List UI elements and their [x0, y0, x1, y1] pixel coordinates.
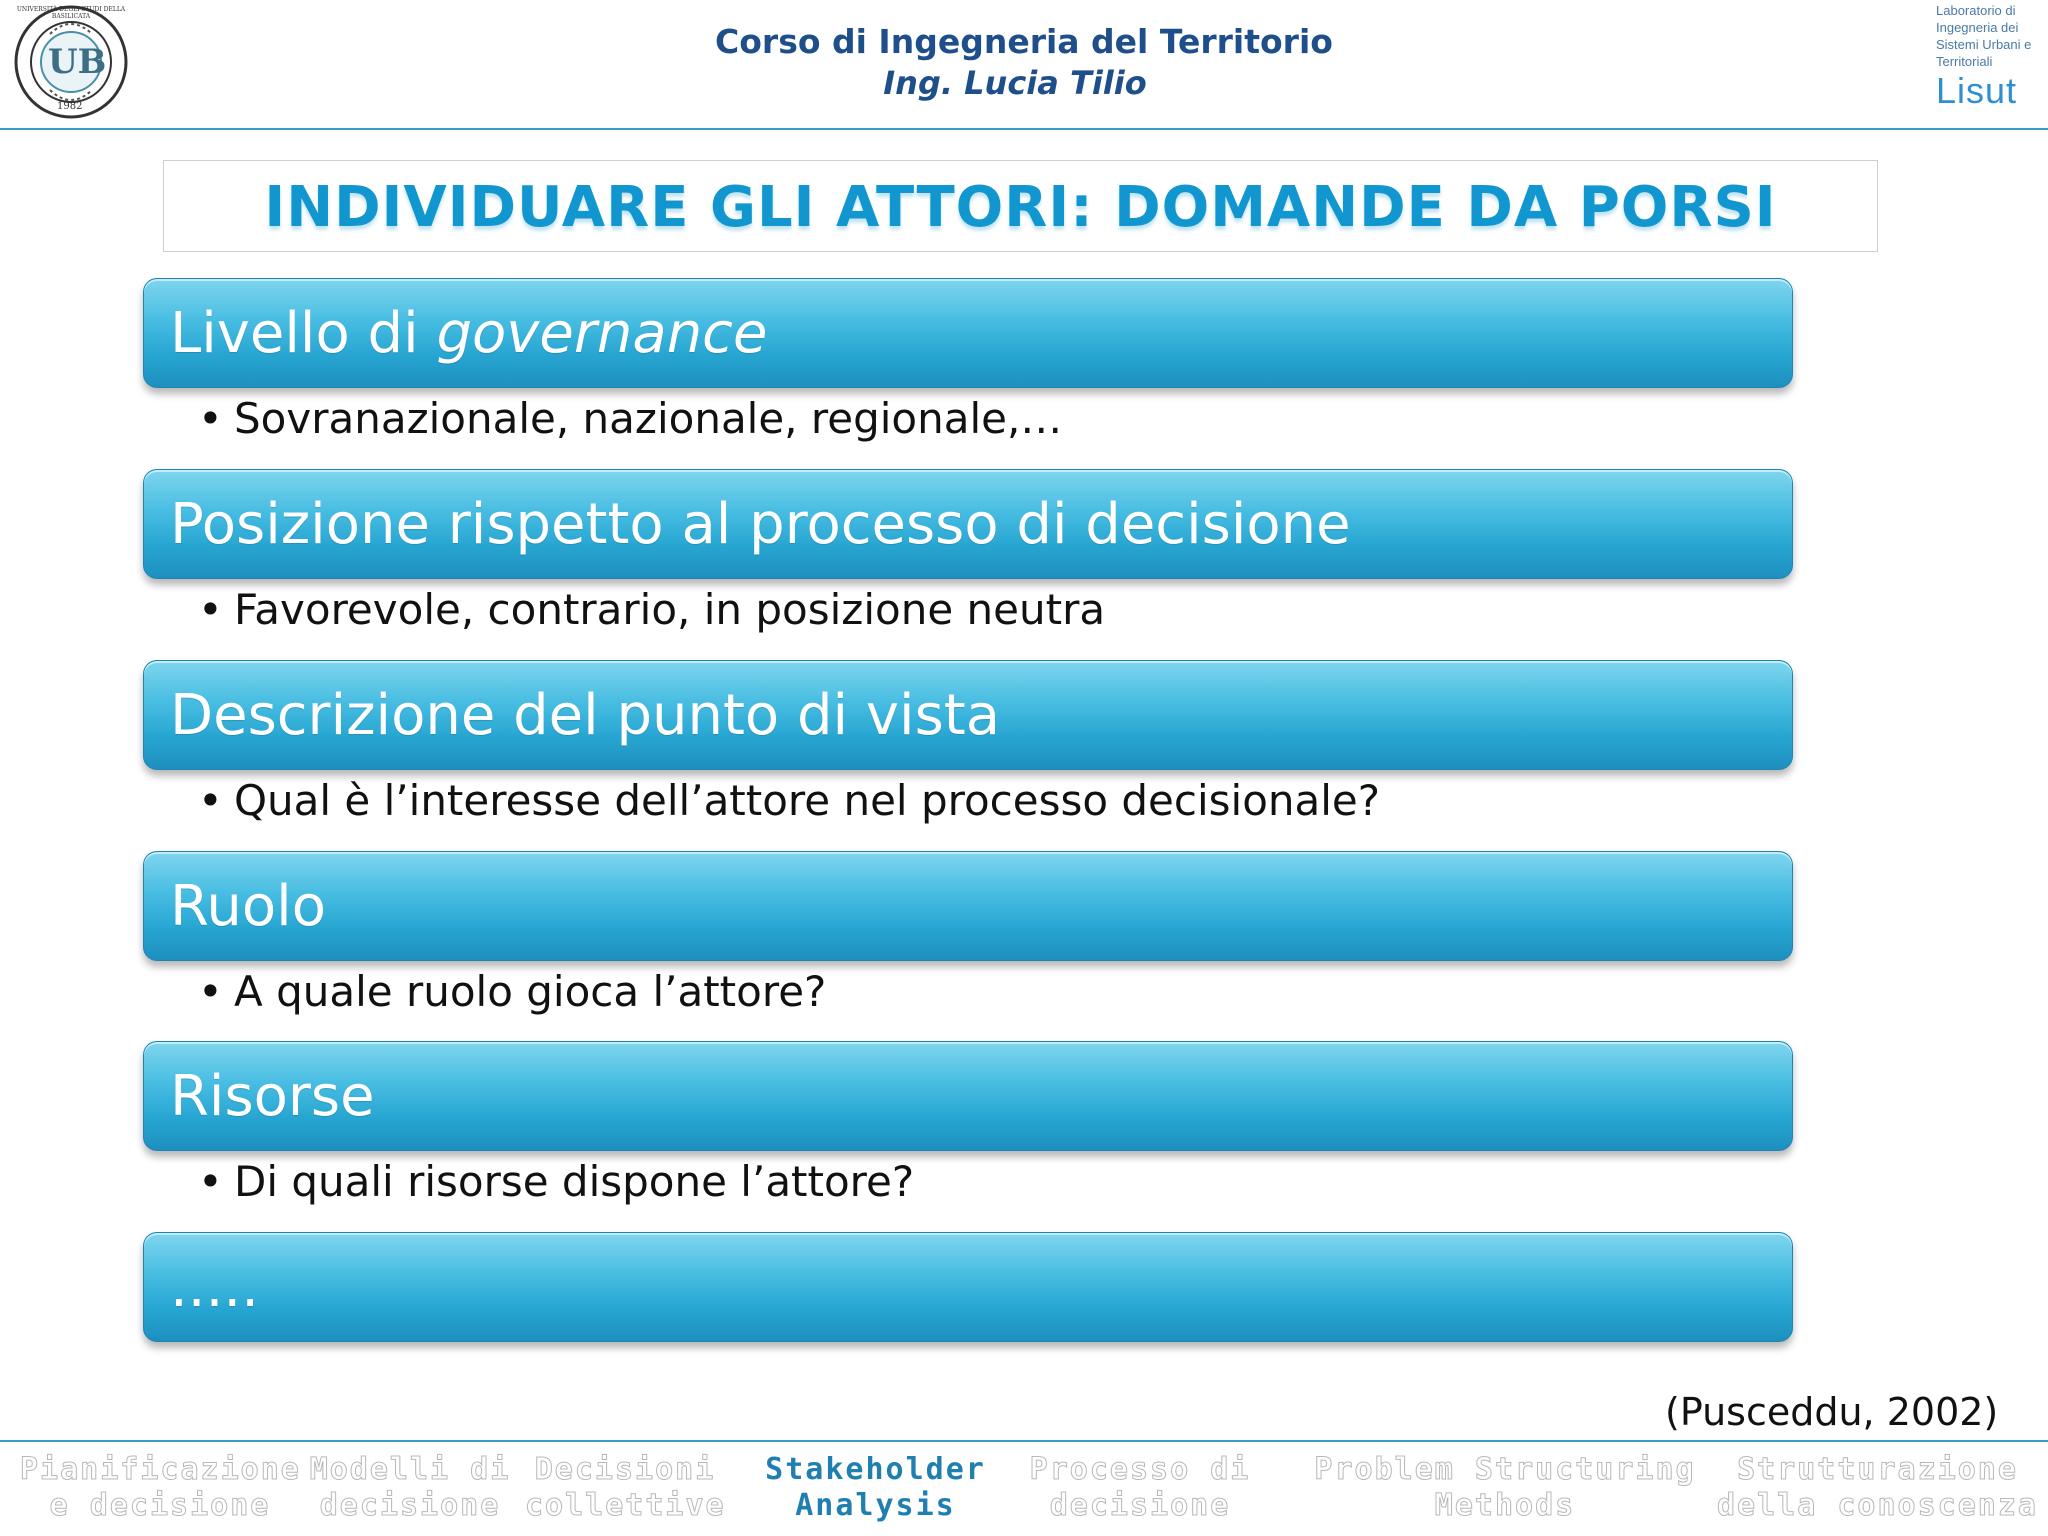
bullet-text: Qual è l’interesse dell’attore nel processo decisionale? — [234, 776, 1381, 825]
course-title: Corso di Ingegneria del Territorio — [715, 22, 1333, 61]
footer-nav-item[interactable] — [1710, 1452, 2045, 1524]
slide-title-box — [163, 160, 1878, 252]
footer-nav-line2: Methods — [1434, 1488, 1576, 1523]
slide-header — [0, 0, 2048, 130]
seal-monogram: UB — [48, 42, 107, 82]
lab-brand: Lisut — [1936, 70, 2018, 111]
lisut-lab-logo — [1930, 0, 2048, 118]
footer-nav-line1: Decisioni — [534, 1452, 716, 1487]
question-bar — [143, 278, 1793, 388]
footer-nav-item[interactable] — [525, 1452, 725, 1524]
seal-text: UNIVERSITÀ DEGLI STUDI DELLA BASILICATA — [16, 6, 126, 20]
footer-nav-item[interactable] — [20, 1452, 300, 1524]
bullet-dot: • — [198, 776, 223, 825]
question-bar — [143, 851, 1793, 961]
question-heading-text: ..... — [170, 1255, 260, 1320]
footer-nav-line2: decisione — [1049, 1488, 1231, 1523]
question-bar — [143, 1232, 1793, 1342]
bullet-dot: • — [198, 1157, 223, 1206]
question-heading — [170, 1255, 259, 1320]
footer-nav-line2: della conoscenza — [1717, 1488, 2038, 1523]
citation: (Pusceddu, 2002) — [1665, 1390, 1999, 1434]
bullet-text: Di quali risorse dispone l’attore? — [234, 1157, 915, 1206]
bullet-text: Favorevole, contrario, in posizione neutra — [234, 585, 1106, 634]
bullet-dot: • — [198, 585, 223, 634]
footer-nav-line2: Analysis — [795, 1488, 956, 1523]
question-bar — [143, 469, 1793, 579]
bullet-item — [198, 967, 826, 1016]
question-bar — [143, 660, 1793, 770]
footer-nav-line1: Strutturazione — [1737, 1452, 2018, 1487]
footer-nav-line1: Stakeholder — [765, 1452, 986, 1487]
footer-nav-line2: decisione — [319, 1488, 501, 1523]
footer-nav-item[interactable] — [1295, 1452, 1715, 1524]
bullet-dot: • — [198, 394, 223, 443]
footer-nav-line1: Processo di — [1029, 1452, 1251, 1487]
question-heading — [170, 492, 1351, 557]
footer-nav-item[interactable] — [305, 1452, 515, 1524]
footer-nav-line1: Problem Structuring — [1314, 1452, 1696, 1487]
question-bar — [143, 1041, 1793, 1151]
footer-nav-line2: e decisione — [49, 1488, 271, 1523]
footer-divider — [0, 1440, 2048, 1442]
question-heading — [170, 1064, 375, 1129]
footer-nav-item[interactable] — [1020, 1452, 1260, 1524]
question-heading — [170, 301, 767, 366]
slide-title: INDIVIDUARE GLI ATTORI: DOMANDE DA PORSI — [264, 175, 1777, 240]
footer-nav-line1: Modelli di — [309, 1452, 511, 1487]
question-heading-text: Livello di — [170, 301, 419, 366]
lab-name: Laboratorio di Ingegneria dei Sistemi Urbani e Territoriali — [1936, 3, 2032, 69]
footer-nav-line1: Pianificazione — [20, 1452, 301, 1487]
footer-nav-line2: collettive — [525, 1488, 726, 1523]
question-heading-text: Posizione rispetto al processo di decisione — [170, 492, 1351, 557]
bullet-item — [198, 394, 1062, 443]
bullet-item — [198, 1157, 914, 1206]
question-heading-text: Ruolo — [170, 874, 326, 939]
question-heading — [170, 874, 326, 939]
bullet-item — [198, 585, 1105, 634]
bullet-text: Sovranazionale, nazionale, regionale,… — [234, 394, 1063, 443]
seal-year: 1982 — [57, 101, 83, 112]
bullet-dot: • — [198, 967, 223, 1016]
question-heading-italic: governance — [436, 301, 768, 366]
bullet-item — [198, 776, 1380, 825]
course-author: Ing. Lucia Tilio — [883, 64, 1147, 102]
bullet-text: A quale ruolo gioca l’attore? — [234, 967, 827, 1016]
question-heading-text: Risorse — [170, 1064, 375, 1129]
question-heading — [170, 683, 1000, 748]
footer-nav-item[interactable] — [748, 1452, 1003, 1524]
question-heading-text: Descrizione del punto di vista — [170, 683, 1001, 748]
